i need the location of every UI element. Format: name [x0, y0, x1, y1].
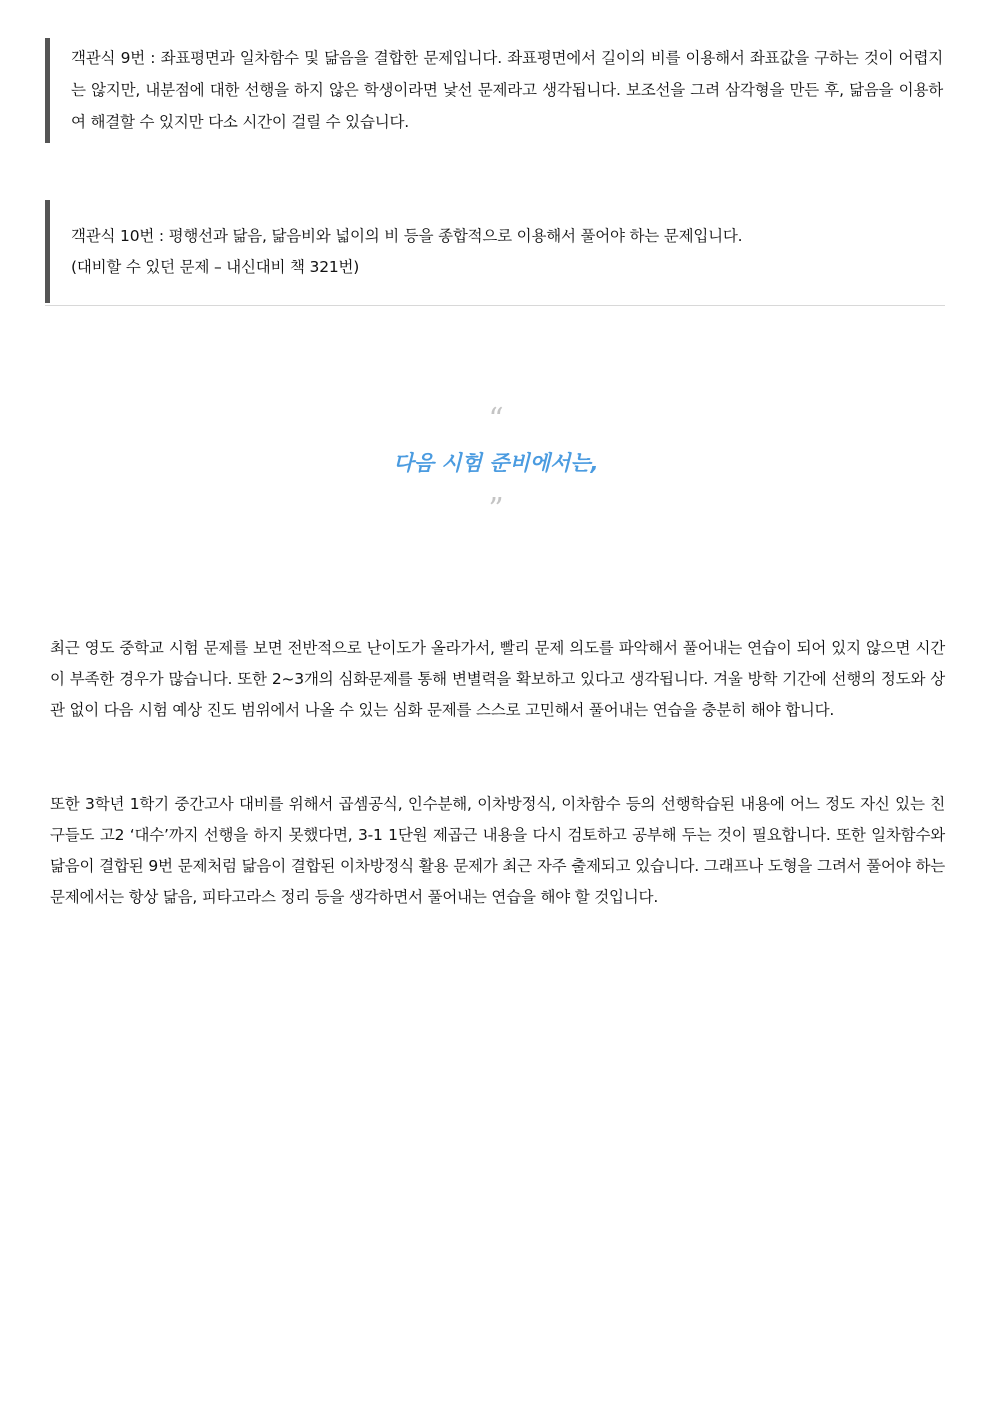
note-question-10-reference: (대비할 수 있던 문제 – 내신대비 책 321번)	[71, 258, 360, 276]
body-paragraph-2: 또한 3학년 1학기 중간고사 대비를 위해서 곱셈공식, 인수분해, 이차방정식, 이차함수 등의 선행학습된 내용에 어느 정도 자신 있는 친구들도 고2 ‘대수’까지 선행을 하지 못했다면, 3-1 1단원 제곱근 내용을 다시 검토하고 공부해 두는 것이 필요합니다. 또한 일차함수와 닮음이 결합된 9번 문제처럼 닮음이 결합된 이차방정식 활용 문제가 최근 자주 출제되고 있습니다. 그래프나 도형을 그려서 풀어야 하는 문제에서는 항상 닮음, 피타고라스 정리 등을 생각하면서 풀어내는 연습을 해야 할 것입니다.	[50, 795, 945, 906]
section-divider	[45, 305, 945, 306]
note-question-9	[45, 38, 945, 143]
pull-quote-heading: 다음 시험 준비에서는,	[393, 451, 599, 475]
note-question-9-text: 객관식 9번 : 좌표평면과 일차함수 및 닮음을 결합한 문제입니다. 좌표평면에서 길이의 비를 이용해서 좌표값을 구하는 것이 어렵지는 않지만, 내분점에 대한 선행을 하지 않은 학생이라면 낯선 문제라고 생각됩니다. 보조선을 그려 삼각형을 만든 후, 닮음을 이용하여 해결할 수 있지만 다소 시간이 걸릴 수 있습니다.	[71, 49, 943, 131]
close-quote-icon: ”	[488, 492, 504, 527]
note-question-10	[45, 200, 945, 303]
body-paragraph-1: 최근 영도 중학교 시험 문제를 보면 전반적으로 난이도가 올라가서, 빨리 문제 의도를 파악해서 풀어내는 연습이 되어 있지 않으면 시간이 부족한 경우가 많습니다. 또한 2~3개의 심화문제를 통해 변별력을 확보하고 있다고 생각됩니다. 겨울 방학 기간에 선행의 정도와 상관 없이 다음 시험 예상 진도 범위에서 나올 수 있는 심화 문제를 스스로 고민해서 풀어내는 연습을 충분히 해야 합니다.	[50, 639, 945, 719]
note-question-10-text: 객관식 10번 : 평행선과 닮음, 닮음비와 넓이의 비 등을 종합적으로 이용해서 풀어야 하는 문제입니다.	[71, 227, 743, 245]
open-quote-icon: “	[488, 402, 504, 437]
